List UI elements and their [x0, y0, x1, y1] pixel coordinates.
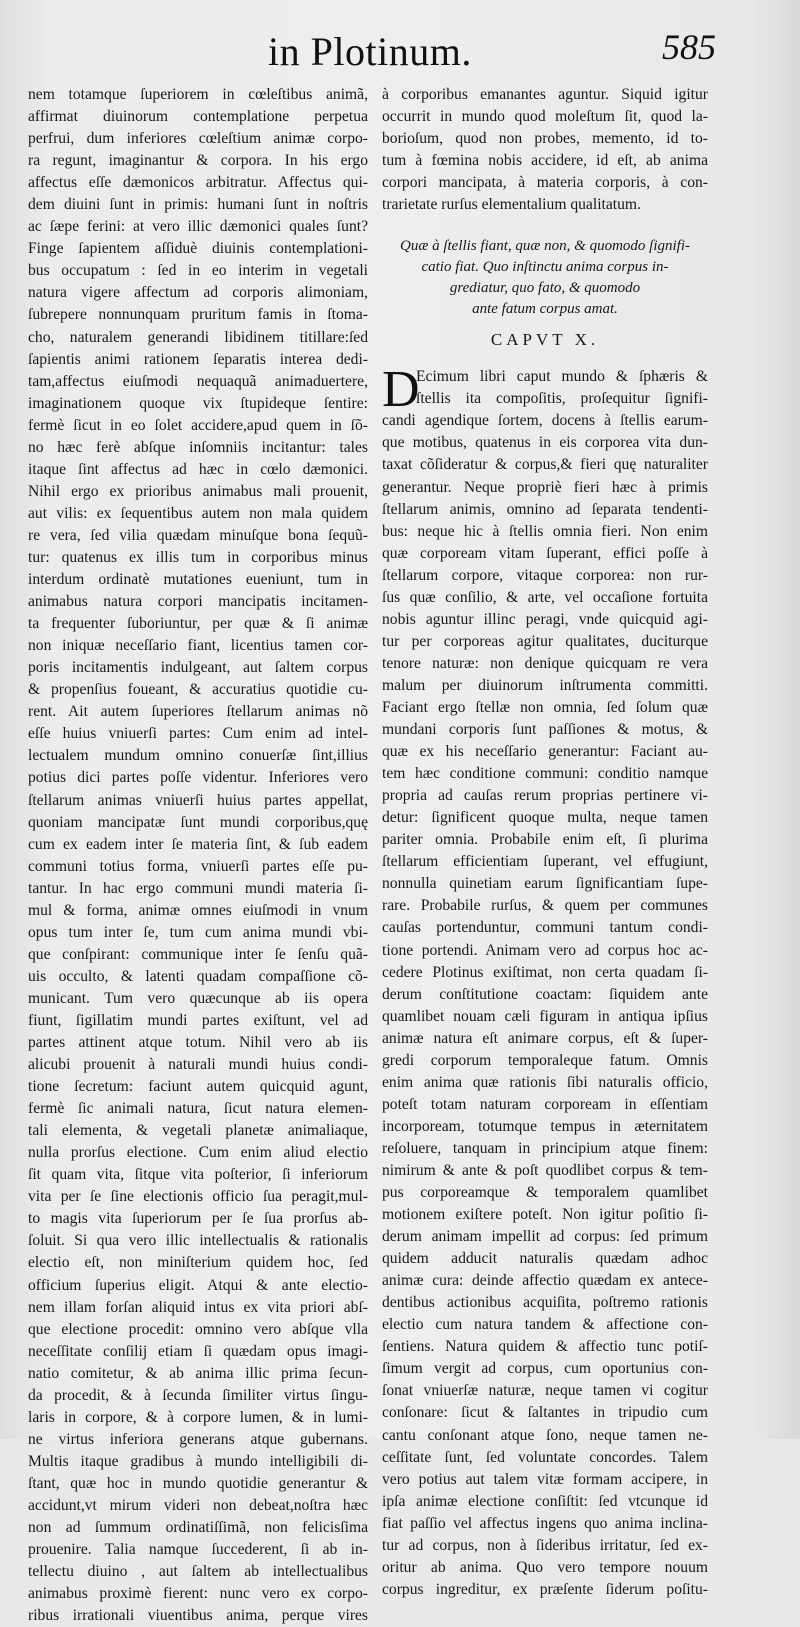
text-line: tantur. In hac ergo communi mundi materia ſi-	[28, 879, 368, 897]
text-line: communi totius forma, vniuerſi partes eſſe pu-	[28, 857, 368, 875]
text-line: tur ad corpus, non à ſideribus irritatur, ſed ex-	[382, 1536, 708, 1554]
text-line: que motibus, quatenus in eis corporea vita dun-	[382, 434, 708, 452]
text-line: mul & forma, animæ omnes eiuſmodi in vnum	[28, 901, 368, 919]
text-line: fiunt, ſigillatim mundi partes exiſtunt, vel ad	[28, 1011, 368, 1029]
text-line: enim anima quæ rationis ſibi naturalis officio,	[382, 1073, 708, 1091]
text-line: ſoluit. Si qua vero illic intellectualis & rationalis	[28, 1232, 368, 1250]
text-line: itaque ſint affectus ad hæc in cœlo dæmonici.	[28, 460, 368, 478]
text-line: eſſe huius vniuerſi partes: Cum enim ad intel-	[28, 725, 368, 743]
text-line: ribus irrationali viuentibus anima, perque vires	[28, 1607, 368, 1625]
text-line: poteſt totam naturam corpoream in eſſentiam	[382, 1095, 708, 1113]
text-line: vita per ſe ſine electionis officio ſua peragit,mul-	[28, 1188, 368, 1206]
text-line: ſtant, quæ hoc in mundo quotidie generantur &	[28, 1474, 368, 1492]
text-line: cantu conſonant atque ſono, neque tamen ne-	[382, 1426, 708, 1444]
text-line: quamlibet nouam cæli figuram in antiqua ipſius	[382, 1007, 708, 1025]
text-line: uis occulto, & latenti quadam compaſſione cõ-	[28, 967, 368, 985]
text-line: corpus ingreditur, ex præſente ſiderum poſitu-	[382, 1580, 708, 1598]
text-line: tione portendi. Animam vero ad corpus hoc ac-	[382, 941, 708, 959]
text-line: re vera, ſed vilia quædam minuſque bona ſequũ-	[28, 526, 368, 544]
text-line: rare. Probabile rurſus, & quem per communes	[382, 897, 708, 915]
text-line: animæ cura: deinde affectio quædam ex antece-	[382, 1272, 708, 1290]
text-line: Faciant ergo ſtellæ non omnia, ſed ſolum quæ	[382, 698, 708, 716]
text-line: municant. Tum vero quæcunque ab iis opera	[28, 989, 368, 1007]
text-line: ſus quæ conſilio, & arte, vel occaſione fortuita	[382, 588, 708, 606]
text-line: nimirum & ante & poſt quodlibet corpus & tem-	[382, 1161, 708, 1179]
text-line: nem illam forſan aliquid intus ex vita priori abſ-	[28, 1298, 368, 1316]
text-line: incorpoream, totumque tempus in æternitatem	[382, 1117, 708, 1135]
chapter-summary	[382, 236, 708, 320]
summary-line: Quæ à ſtellis fiant, quæ non, & quomodo ſignifi-	[399, 238, 690, 255]
text-line: corpori mancipata, à materia corporis, à con-	[382, 174, 708, 192]
text-line: & propenſius foueant, & accuratius quotidie cu-	[28, 681, 368, 699]
right-column	[382, 84, 708, 1601]
text-line: nobis aguntur illinc peragi, vnde quicquid agi-	[382, 610, 708, 628]
text-line: cho, naturalem generandi libidinem titillare:ſed	[28, 328, 368, 346]
text-line: rent. Ait autem ſuperiores ſtellarum animas nõ	[28, 703, 368, 721]
text-line: tam,affectus eiuſmodi nequaquã animaduertere,	[28, 372, 368, 390]
text-line: interdum ordinatè mutationes eueniunt, tum in	[28, 571, 368, 589]
text-line: cum ex eadem inter ſe materia ſint, & ſub eadem	[28, 835, 368, 853]
text-line: non ad ſummum ordinatiſſimã, non felicisſima	[28, 1519, 368, 1537]
text-line: non iniquæ neceſſario fiant, licentius tamen cor-	[28, 637, 368, 655]
text-line: tur per corporeas agitur qualitates, duciturque	[382, 632, 708, 650]
text-line: electio eſt, non miniſterium quidem hoc, ſed	[28, 1254, 368, 1272]
text-line: tur: quatenus ex illis tum in corporibus minus	[28, 548, 368, 566]
chapter-heading: CAPVT X.	[490, 330, 600, 350]
text-line: ſtellarum efficientiam ſuperant, vel effugiunt,	[382, 853, 708, 871]
text-line: prouenire. Talia namque ſuccederent, ſi ab in-	[28, 1541, 368, 1559]
text-line: tum à fœmina nobis accidere, id eſt, ab anima	[382, 152, 708, 170]
text-line: pariter omnia. Probabile enim eſt, ſi plurima	[382, 831, 708, 849]
text-line: potius dici partes poſſe videntur. Inferiores vero	[28, 769, 368, 787]
text-line: reſoluere, tanquam in principium atque finem:	[382, 1139, 708, 1157]
text-line: gredi corporum temporaleque fatum. Omnis	[382, 1051, 708, 1069]
summary-line: ante fatum corpus amat.	[472, 301, 618, 318]
text-line: partes attinent atque totum. Nihil vero ab iis	[28, 1034, 368, 1052]
text-line: ſubrepere nonnunquam pruritum famis in ſtoma-	[28, 306, 368, 324]
text-line: oritur ab anima. Quo vero tempore nouum	[382, 1558, 708, 1576]
text-line: tellectu diuino , aut ſaltem ab intellectualibus	[28, 1563, 368, 1581]
text-line: no hæc ferè abſque inſomniis incitantur: tales	[28, 438, 368, 456]
text-line: Finge ſapientem aſſiduè diuinis contemplationi-	[28, 240, 368, 258]
text-line: borioſum, quod non probes, memento, id to-	[382, 130, 708, 148]
drop-cap: D	[382, 361, 420, 419]
text-line: ſapientis animi rationem ſeparatis interea dedi-	[28, 350, 368, 368]
text-line: ta frequenter ſuboriuntur, per quæ & ſi animæ	[28, 615, 368, 633]
text-line: affectus eſſe dæmonicos arbitratur. Affectus qui-	[28, 174, 368, 192]
text-line: conſonare: ſicut & ſaltantes in tripudio cum	[382, 1404, 708, 1422]
text-line: animabus natura corpori mancipatis incitamen-	[28, 593, 368, 611]
text-line: ſtellarum animas vniuerſi huius partes appellat,	[28, 791, 368, 809]
chapter-body	[382, 361, 708, 1601]
text-line: detur: ſignificent quoque multa, neque tamen	[382, 809, 708, 827]
text-line: derum conſtitutione coactam: ſiquidem ante	[382, 985, 708, 1003]
text-line: vero potius aut talem vitæ formam accipere, in	[382, 1470, 708, 1488]
text-line: da procedit, & à ſecunda ſimiliter virtus ſingu-	[28, 1386, 368, 1404]
text-line: ne virtus inferiora generans atque gubernans.	[28, 1430, 368, 1448]
text-line: pus corporeamque & temporalem quamlibet	[382, 1184, 708, 1202]
text-line: bus occupatum : ſed in eo interim in vegetali	[28, 262, 368, 280]
text-line: neceſſitate conſilij etiam ſi quædam opus imagi-	[28, 1342, 368, 1360]
page-header	[0, 22, 800, 82]
text-line: tem hæc conditione communi: conditio namque	[382, 765, 708, 783]
text-line: derum animam impellit ad corpus: ſed primum	[382, 1228, 708, 1246]
text-line: tali elementa, & vegetali planetæ animaliaque,	[28, 1122, 368, 1140]
text-line: animabus proximè fierent: nunc vero ex corpo-	[28, 1585, 368, 1603]
text-line: tenore naturæ: non denique quicquam re vera	[382, 654, 708, 672]
text-line: officium ſuperius eligit. Atqui & ante electio-	[28, 1276, 368, 1294]
text-line: nulla prorſus electione. Cum enim aliud electio	[28, 1144, 368, 1162]
text-line: motionem exiſtere poteſt. Non igitur poſitio ſi-	[382, 1206, 708, 1224]
text-line: dem diuini ſunt in primis: humani ſunt in noſtris	[28, 196, 368, 214]
text-line: natura vigere affectum ad corporis alimoniam,	[28, 284, 368, 302]
text-line: accidunt,vt mirum videri non debeat,noſtra hæc	[28, 1497, 368, 1514]
text-line: ra regunt, imaginantur & corpora. In his ergo	[28, 152, 368, 170]
text-line: ſtellarum corpore, vitaque corporea: non rur-	[382, 566, 708, 584]
text-line: laris in corpore, & à corpore lumen, & in lumi-	[28, 1408, 368, 1426]
text-line: imaginationem quoque vix ſtupideque ſentire:	[28, 394, 368, 412]
text-line: cauſas portenduntur, communi tantum condi-	[382, 919, 708, 937]
text-line: alicubi prouenit à naturali mundi huius condi-	[28, 1056, 368, 1074]
text-line: electio cum natura tandem & affectione con-	[382, 1316, 708, 1334]
summary-line: grediatur, quo fato, & quomodo	[449, 280, 641, 297]
page-number: 585	[662, 27, 716, 67]
text-line: Ecimum libri caput mundo & ſphæris &	[416, 368, 708, 386]
text-line: bus: neque hic à ſtellis omnia fieri. Non enim	[382, 522, 708, 540]
text-line: cedere Plotinus exiſtimat, non certa quadam ſi-	[382, 963, 708, 981]
text-line: Multis itaque gradibus à mundo intelligibili di-	[28, 1452, 368, 1470]
right-column-continuation	[382, 84, 708, 216]
text-line: ſimum vergit ad corpus, cum oportunius con-	[382, 1360, 708, 1378]
text-line: taxat cõſideratur & corpus,& fieri quę naturaliter	[382, 456, 708, 474]
text-line: quæ corpoream vitam ſuperant, effici poſſe à	[382, 544, 708, 562]
text-line: propria ad cauſas rerum proprias pertinere vi-	[382, 787, 708, 805]
text-line: ſtellarum animis, omnino ad ſeparata tendenti-	[382, 500, 708, 518]
text-line: que electione procedit: omnino vero abſque vlla	[28, 1320, 368, 1338]
text-line: aut vilis: ex ſequentibus autem non mala quidem	[28, 504, 368, 522]
text-line: trarietate rurſus elementalium qualitatum.	[382, 196, 641, 214]
text-line: perfrui, dum inferiores cœleſtium animæ corpo-	[28, 130, 368, 148]
text-line: lectualem mundum omnino conuerſæ ſint,illius	[28, 747, 368, 765]
chapter-text	[382, 361, 708, 1601]
text-line: natio comitetur, & ab anima illic prima ſecun-	[28, 1364, 368, 1382]
text-line: nem totamque ſuperiorem in cœleſtibus animã,	[28, 86, 368, 103]
text-line: poris incitamentis indulgeant, aut ſaltem corpus	[28, 659, 368, 677]
text-line: mundani corporis ſunt paſſiones & motus, &	[382, 721, 708, 739]
text-line: ſtellis ita compoſitis, proſequitur ſignifi-	[416, 390, 708, 408]
text-line: dentibus actionibus acquiſita, poſtremo rationis	[382, 1294, 708, 1312]
text-line: quæ ex his neceſſario generantur: Faciant au-	[382, 743, 708, 761]
text-line: ceſſitate ſunt, ſed voluntate concordes. Talem	[382, 1448, 708, 1466]
text-line: occurrit in mundo quod moleſtum ſit, quod la-	[382, 108, 708, 126]
summary-line: catio fiat. Quo inſtinctu anima corpus in-	[421, 259, 669, 276]
text-line: ipſa animæ electione conſiſtit: ſed vtcunque id	[382, 1492, 708, 1510]
text-line: candi agendique ſortem, docens à ſtellis earum-	[382, 412, 708, 430]
text-line: fermè ſicut in eo ſolet accidere,apud quem in ſõ-	[28, 416, 368, 434]
left-column	[28, 84, 368, 1627]
text-line: fiat paſſio vel affectus ingens quo anima inclina-	[382, 1514, 708, 1532]
text-line: quidem adducit naturalis quædam adhoc	[382, 1250, 708, 1268]
text-line: tione ſecretum: faciunt autem quicquid agunt,	[28, 1078, 368, 1096]
text-line: fermè ſic animali natura, ſicut natura elemen-	[28, 1100, 368, 1118]
text-line: ac ſæpe ferini: at vero illic dæmonici quales ſunt?	[28, 218, 368, 236]
running-title: in Plotinum.	[268, 29, 472, 74]
text-line: nonnulla quinetiam earum ſignificantiam ſupe-	[382, 875, 708, 893]
text-line: ſentiens. Natura quidem & affectio tunc potiſ-	[382, 1338, 708, 1356]
text-line: to magis vita ſuperiorum per ſe ſua prorſus ab-	[28, 1210, 368, 1228]
text-line: malum per diuinorum inſtrumenta committi.	[382, 676, 708, 694]
text-line: que conſpirant: communique inter ſe ſenſu quã-	[28, 945, 368, 963]
text-line: quoniam mancipatæ ſunt mundi corporibus,quę	[28, 813, 368, 831]
text-line: opus tum inter ſe, tum cum anima mundi vbi-	[28, 923, 368, 941]
text-line: ſit quam vita, ſitque vita poſterior, ſi inferiorum	[28, 1166, 368, 1184]
text-line: ſonat vniuerſæ naturæ, neque tamen vi cogitur	[382, 1382, 708, 1400]
text-line: generantur. Neque propriè fieri hæc à primis	[382, 478, 708, 496]
text-line: Nihil ergo ex prioribus animabus mali prouenit,	[28, 482, 368, 500]
text-line: affirmat diuinorum contemplatione perpetua	[28, 108, 368, 126]
text-line: à corporibus emanantes aguntur. Siquid igitur	[382, 86, 708, 103]
text-line: animæ natura eſt animare corpus, eſt & ſuper-	[382, 1029, 708, 1047]
